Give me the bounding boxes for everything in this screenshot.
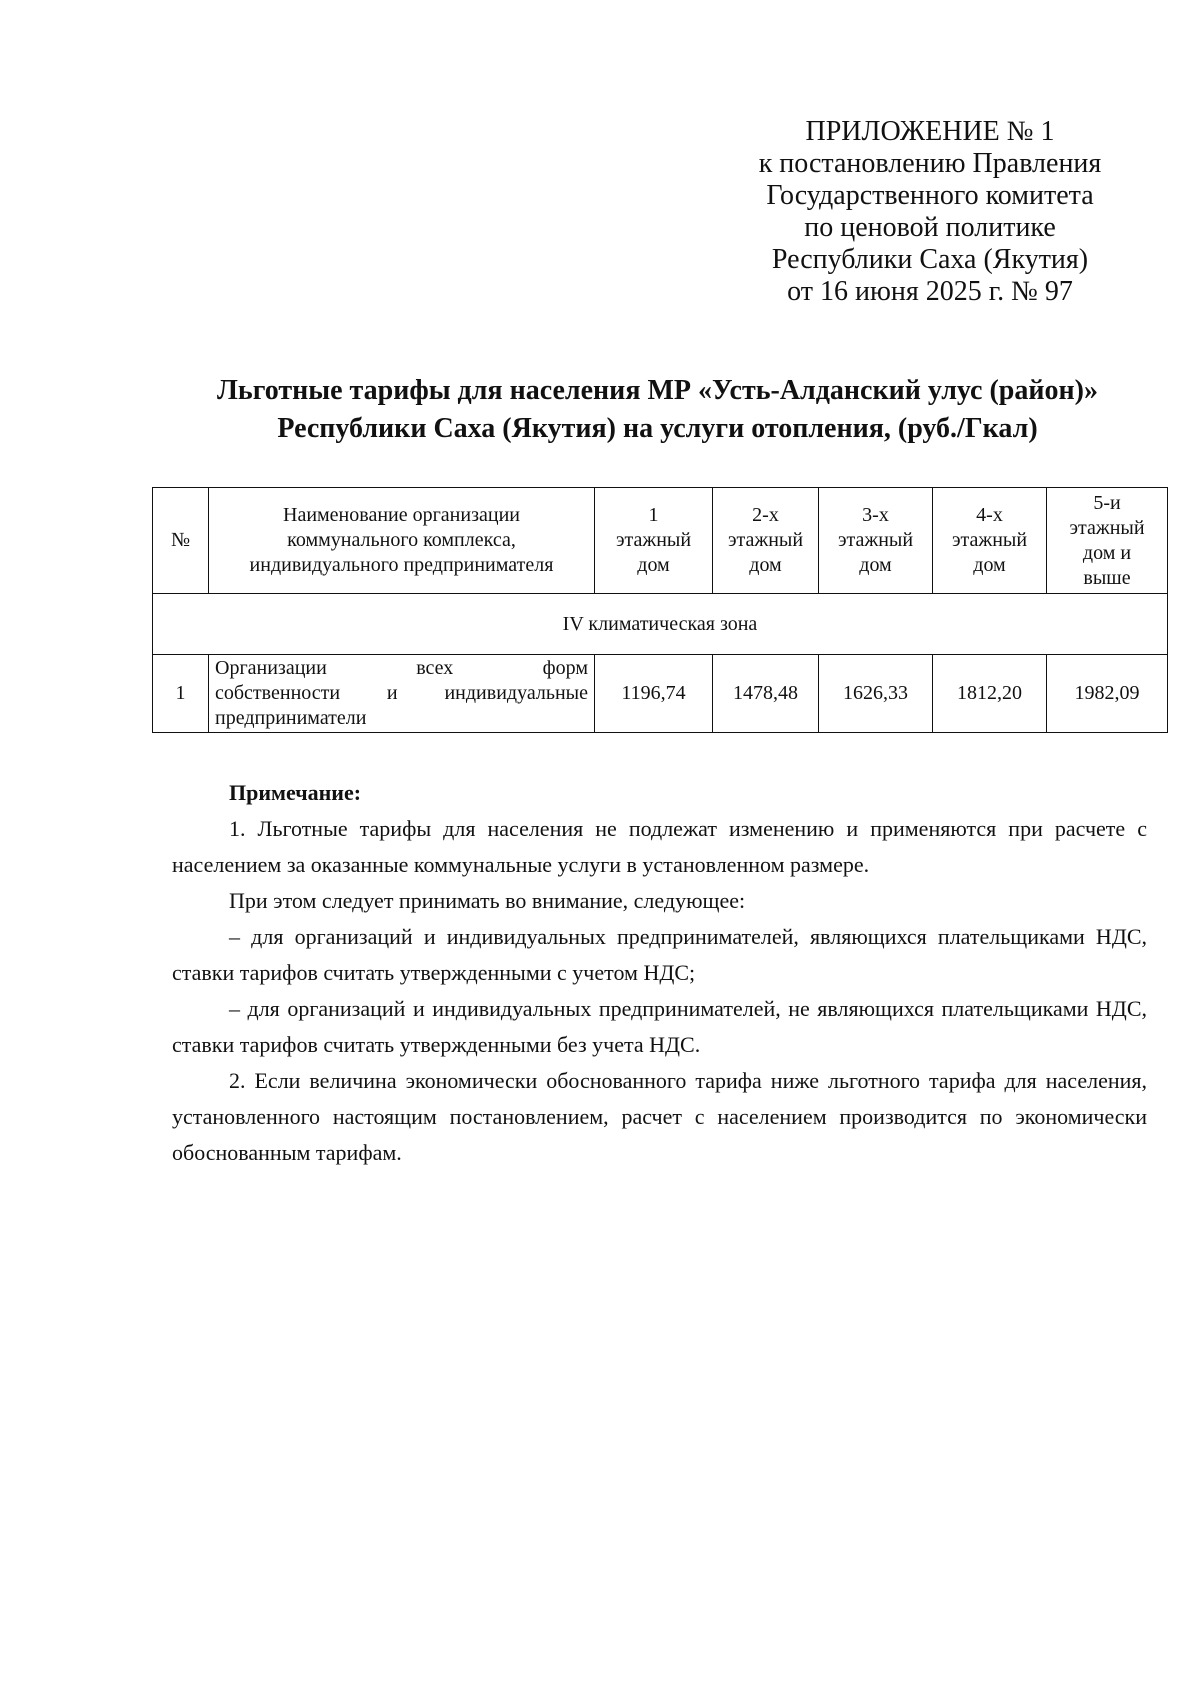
note-paragraph: – для организаций и индивидуальных предпринимателей, являющихся плательщиками НДС, ставки тарифов считать утвержденными с учетом НДС;	[172, 924, 1147, 985]
title-line-2: Республики Саха (Якутия) на услуги отопления, (руб./Гкал)	[277, 413, 1038, 444]
climate-zone-label: IV климатическая зона	[153, 594, 1168, 655]
notes-heading: Примечание:	[229, 780, 362, 805]
appendix-title: ПРИЛОЖЕНИЕ № 1	[805, 116, 1055, 147]
header-num: №	[153, 488, 209, 594]
note-paragraph: 1. Льготные тарифы для населения не подлежат изменению и применяются при расчете с населением за оказанные коммунальные услуги в установленном размере.	[172, 816, 1147, 877]
header-1-floor: 1 этажный дом	[595, 488, 713, 594]
tariff-1-floor: 1196,74	[595, 655, 713, 733]
appendix-date: от 16 июня 2025 г. № 97	[787, 276, 1073, 307]
appendix-line: Республики Саха (Якутия)	[771, 244, 1089, 275]
header-4-floor: 4-х этажный дом	[933, 488, 1047, 594]
header-org-name: Наименование организации коммунального комплекса, индивидуального предпринимателя	[209, 488, 595, 594]
note-paragraph: – для организаций и индивидуальных предпринимателей, не являющихся плательщиками НДС, ставки тарифов считать утвержденными без учета НДС.	[172, 996, 1147, 1057]
note-paragraph: При этом следует принимать во внимание, следующее:	[229, 888, 746, 913]
tariff-table	[152, 487, 1168, 733]
row-num: 1	[153, 655, 209, 733]
title-line-1: Льготные тарифы для населения МР «Усть-Алданский улус (район)»	[217, 375, 1098, 406]
table-row	[153, 655, 1168, 733]
note-paragraph: 2. Если величина экономически обоснованного тарифа ниже льготного тарифа для населения, установленного настоящим постановлением, расчет с населением производится по экономически обоснованным тарифам.	[172, 1068, 1147, 1165]
header-3-floor: 3-х этажный дом	[819, 488, 933, 594]
tariff-3-floor: 1626,33	[819, 655, 933, 733]
appendix-line: по ценовой политике	[804, 212, 1056, 243]
notes-section	[172, 775, 1147, 1171]
appendix-line: Государственного комитета	[766, 180, 1094, 211]
tariff-2-floor: 1478,48	[713, 655, 819, 733]
row-org-name: Организации всех форм собственности и индивидуальные предприниматели	[209, 655, 595, 733]
appendix-line: к постановлению Правления	[758, 148, 1102, 179]
appendix-block	[720, 116, 1140, 308]
table-header-row	[153, 488, 1168, 594]
tariff-5-floor: 1982,09	[1047, 655, 1168, 733]
document-title	[150, 372, 1165, 448]
tariff-4-floor: 1812,20	[933, 655, 1047, 733]
climate-zone-row	[153, 594, 1168, 655]
header-5-floor: 5-и этажный дом и выше	[1047, 488, 1168, 594]
header-2-floor: 2-х этажный дом	[713, 488, 819, 594]
